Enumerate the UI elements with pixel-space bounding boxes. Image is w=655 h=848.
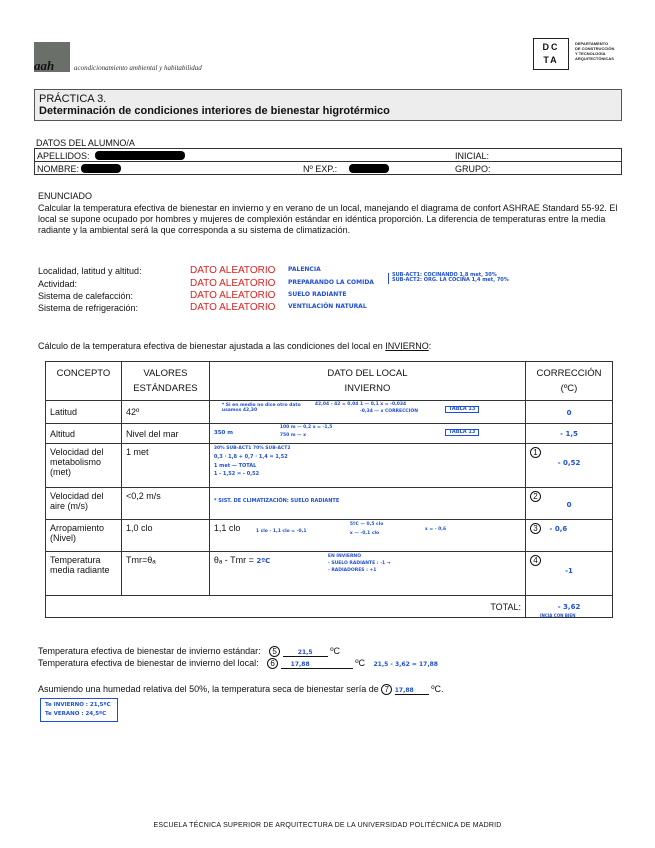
dcta-top: DC — [542, 42, 560, 52]
nombre-label: NOMBRE: — [37, 164, 80, 174]
dato-cell: * Si en medio no dice otro dato usamos 42,30 42,04 - 42 = 0,04 1 — 0,1 x = -0,034 -0,34 — x CORRECCIÓN TABLA 13 — [209, 401, 525, 424]
logo-text: aah — [34, 58, 55, 73]
grupo-label: GRUPO: — [455, 164, 491, 174]
redacted-nombre — [81, 164, 121, 173]
result-local: Temperatura efectiva de bienestar de invierno del local: 6 17,88 ºC 21,5 - 3,62 = 17,88 — [38, 658, 438, 668]
enunciado-heading: ENUNCIADO — [38, 191, 93, 201]
dcta-bottom: TA — [543, 55, 559, 65]
param-label-2: Actividad: — [38, 279, 78, 289]
total-label: TOTAL: — [46, 596, 526, 618]
table-row: Arropamiento (Nivel) 1,0 clo 1,1 clo 1 clo - 1,1 clo = -0,1 5ºC — 0,5 clo x — -0,1 clo x = - 0,6 3 - 0,6 — [46, 520, 613, 552]
random-tag-2: DATO ALEATORIO — [190, 278, 276, 289]
table-row: Velocidad del metabolismo (met) 1 met 30% SUB-ACT1 70% SUB-ACT2 0,3 · 1,8 + 0,7 · 1,4 = 1,52 1 met — TOTAL 1 - 1,52 = - 0,52 1 - 0,52 — [46, 444, 613, 488]
correccion-cell: 0 — [526, 401, 613, 424]
step-number: 1 — [530, 447, 541, 458]
dato-cell: θₐ - Tmr = 2ºC EN INVIERNO - SUELO RADIANTE : -1 → - RADIADORES : +1 — [209, 552, 525, 596]
total-value: - 3,62 INCIA CON BIEN — [526, 596, 613, 618]
dcta-logo — [533, 38, 569, 70]
student-data — [34, 136, 622, 175]
nexp-label: Nº EXP.: — [303, 164, 338, 174]
calc-title: Cálculo de la temperatura efectiva de bienestar ajustada a las condiciones del local en INVIERNO: — [38, 341, 432, 351]
table-row: Altitud Nivel del mar 350 m 100 m — 0,2 x = -1,5 750 m — x TABLA 13 - 1,5 — [46, 424, 613, 444]
total-row — [46, 596, 613, 618]
dato-cell: * SIST. DE CLIMATIZACIÓN: SUELO RADIANTE — [209, 488, 525, 520]
hw-subactivities: SUB-ACT1: COCINANDO 1,8 met, 30% SUB-ACT2: ORG. LA COCINA 1,4 met, 70% — [388, 273, 509, 284]
hw-summary-box: Te INVIERNO : 21,5ºC Te VERANO : 24,5ºC — [40, 698, 118, 722]
hw-param-2: PREPARANDO LA COMIDA — [288, 279, 374, 286]
practice-number: PRÁCTICA 3. — [39, 93, 107, 105]
step-number: 2 — [530, 491, 541, 502]
header-valores: VALORES ESTÁNDARES — [121, 362, 209, 401]
title-box — [34, 89, 622, 121]
concepto-cell: Latitud — [46, 401, 122, 424]
header-correccion: CORRECCIÓN (ºC) — [526, 362, 613, 401]
table-row: Velocidad del aire (m/s) <0,2 m/s * SIST. DE CLIMATIZACIÓN: SUELO RADIANTE 2 0 — [46, 488, 613, 520]
param-label-4: Sistema de refrigeración: — [38, 303, 139, 313]
inicial-label: INICIAL: — [455, 151, 490, 161]
dato-cell: 1,1 clo 1 clo - 1,1 clo = -0,1 5ºC — 0,5 clo x — -0,1 clo x = - 0,6 — [209, 520, 525, 552]
random-tag-4: DATO ALEATORIO — [190, 302, 276, 313]
table-row: Temperatura media radiante Tmr=θₐ θₐ - Tmr = 2ºC EN INVIERNO - SUELO RADIANTE : -1 → - RADIADORES : +1 4 -1 — [46, 552, 613, 596]
practice-title: Determinación de condiciones interiores de bienestar higrotérmico — [39, 105, 390, 117]
redacted-nexp — [349, 164, 389, 173]
step-number: 4 — [530, 555, 541, 566]
random-tag-3: DATO ALEATORIO — [190, 290, 276, 301]
apellidos-label: APELLIDOS: — [37, 151, 90, 161]
result-humidity: Asumiendo una humedad relativa del 50%, la temperatura seca de bienestar sería de 7 17,88 ºC. — [38, 684, 444, 694]
footer: ESCUELA TÉCNICA SUPERIOR DE ARQUITECTURA DE LA UNIVERSIDAD POLITÉCNICA DE MADRID — [153, 822, 502, 829]
random-tag-1: DATO ALEATORIO — [190, 265, 276, 276]
student-heading: DATOS DEL ALUMNO/A — [36, 138, 135, 148]
table-row — [46, 401, 613, 424]
hw-param-4: VENTILACIÓN NATURAL — [288, 303, 367, 310]
department-name: DEPARTAMENTO DE CONSTRUCCIÓN Y TECNOLOGÍA ARQUITECTÓNICAS — [575, 41, 615, 61]
step-number: 3 — [530, 523, 541, 534]
dato-cell: 350 m 100 m — 0,2 x = -1,5 750 m — x TABLA 13 — [209, 424, 525, 444]
result-standard: Temperatura efectiva de bienestar de invierno estándar: 5 21,5 ºC — [38, 646, 340, 656]
dato-cell: 30% SUB-ACT1 70% SUB-ACT2 0,3 · 1,8 + 0,7 · 1,4 = 1,52 1 met — TOTAL 1 - 1,52 = - 0,52 — [209, 444, 525, 488]
valor-cell: 42º — [121, 401, 209, 424]
header-dato: DATO DEL LOCAL INVIERNO — [209, 362, 525, 401]
hw-param-1: PALENCIA — [288, 266, 321, 273]
param-label-3: Sistema de calefacción: — [38, 291, 134, 301]
param-label-1: Localidad, latitud y altitud: — [38, 266, 142, 276]
header-concepto: CONCEPTO — [46, 362, 122, 401]
winter-table — [45, 361, 613, 618]
enunciado-text: Calcular la temperatura efectiva de bienestar en invierno y en verano de un local, manejando el diagrama de confort ASHRAE Standard 55-92. El local se supone ocupado por hombres y mujeres de complexión estándar en idéntica proporción. La diferencia de temperaturas entre la media radiante y la ambiental será la que corresponda a su sistema de climatización. — [38, 203, 618, 235]
hw-param-3: SUELO RADIANTE — [288, 291, 347, 298]
redacted-apellidos — [95, 151, 185, 160]
correccion-cell: 1 - 0,52 — [526, 444, 613, 488]
logo-subtitle: acondicionamiento ambiental y habitabilidad — [74, 64, 202, 72]
